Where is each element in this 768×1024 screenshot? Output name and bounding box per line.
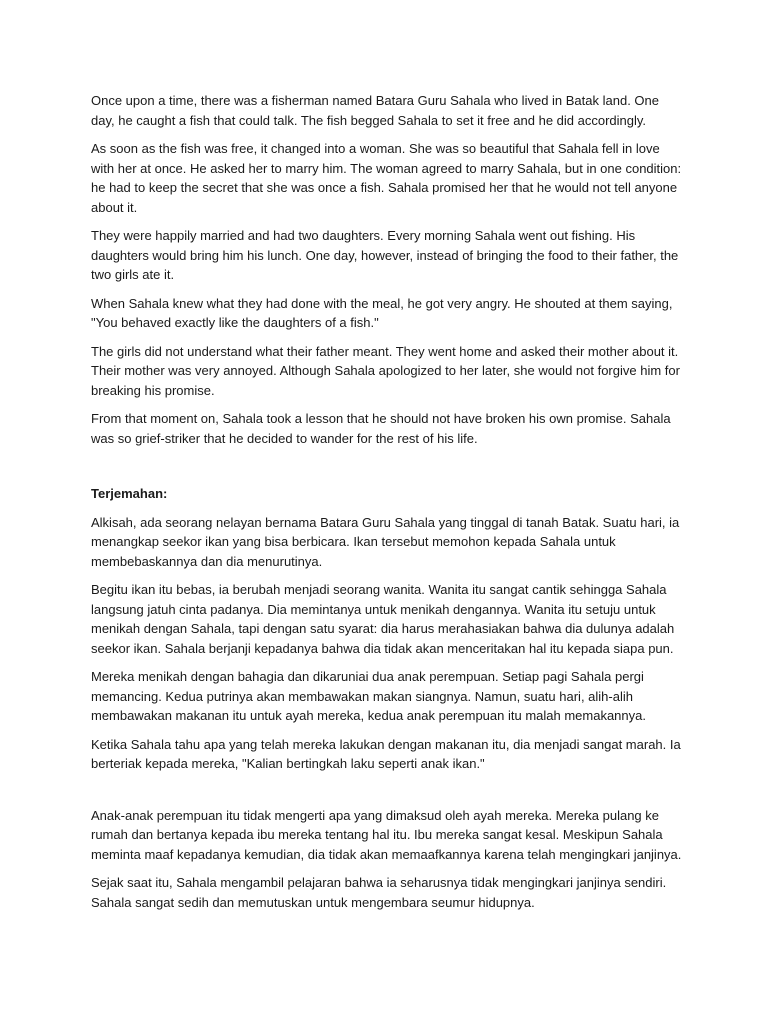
english-paragraph-3: They were happily married and had two daughters. Every morning Sahala went out fishing. His daughters would bring him his lunch. One day, however, instead of bringing the food to their father, the two girls ate it. — [91, 228, 679, 282]
indonesian-paragraph-3: Mereka menikah dengan bahagia dan dikaruniai dua anak perempuan. Setiap pagi Sahala pergi memancing. Kedua putrinya akan membawakan makan siangnya. Namun, suatu hari, alih-alih membawakan makanan itu untuk ayah mereka, kedua anak perempuan itu malah memakannya. — [91, 669, 646, 723]
indonesian-paragraph-6: Sejak saat itu, Sahala mengambil pelajaran bahwa ia seharusnya tidak mengingkari janjinya sendiri. Sahala sangat sedih dan memutuskan untuk mengembara seumur hidupnya. — [91, 875, 667, 910]
english-paragraph-6: From that moment on, Sahala took a lesson that he should not have broken his own promise. Sahala was so grief-striker that he decided to wander for the rest of his life. — [91, 411, 671, 446]
document-body — [91, 91, 683, 921]
english-paragraph-5: The girls did not understand what their father meant. They went home and asked their mother about it. Their mother was very annoyed. Although Sahala apologized to her later, she would not forgive him for breaking his promise. — [91, 343, 680, 398]
indonesian-paragraph-5: Anak-anak perempuan itu tidak mengerti apa yang dimaksud oleh ayah mereka. Mereka pulang ke rumah dan bertanya kepada ibu mereka tentang hal itu. Ibu mereka sangat kesal. Meskipun Sahala meminta maaf kepadanya kemudian, dia tidak akan memaafkannya karena telah mengingkari janjinya. — [91, 807, 682, 862]
english-paragraph-1: Once upon a time, there was a fisherman named Batara Guru Sahala who lived in Batak land. One day, he caught a fish that could talk. The fish begged Sahala to set it free and he did accordingly. — [91, 93, 659, 128]
english-paragraph-2: As soon as the fish was free, it changed into a woman. She was so beautiful that Sahala fell in love with her at once. He asked her to marry him. The woman agreed to marry Sahala, but in one condition: he had to keep the secret that she was once a fish. Sahala promised her that he would not tell anyone about it. — [91, 141, 682, 215]
indonesian-paragraph-1: Alkisah, ada seorang nelayan bernama Batara Guru Sahala yang tinggal di tanah Batak. Suatu hari, ia menangkap seekor ikan yang bisa berbicara. Ikan tersebut memohon kepada Sahala untuk membebaskannya dan dia menurutinya. — [91, 514, 680, 569]
translation-heading: Terjemahan: — [91, 486, 168, 501]
indonesian-paragraph-2: Begitu ikan itu bebas, ia berubah menjadi seorang wanita. Wanita itu sangat cantik sehingga Sahala langsung jatuh cinta padanya. Dia memintanya untuk menikah dengannya. Wanita itu setuju untuk menikah dengan Sahala, tapi dengan satu syarat: dia harus merahasiakan bahwa dia dulunya adalah seekor ikan. Sahala berjanji kepadanya bahwa dia tidak akan menceritakan hal itu kepada siapa pun. — [91, 582, 675, 656]
indonesian-paragraph-4: Ketika Sahala tahu apa yang telah mereka lakukan dengan makanan itu, dia menjadi sangat marah. Ia berteriak kepada mereka, "Kalian bertingkah laku seperti anak ikan." — [91, 736, 681, 771]
english-paragraph-4: When Sahala knew what they had done with the meal, he got very angry. He shouted at them saying, "You behaved exactly like the daughters of a fish." — [91, 295, 673, 330]
